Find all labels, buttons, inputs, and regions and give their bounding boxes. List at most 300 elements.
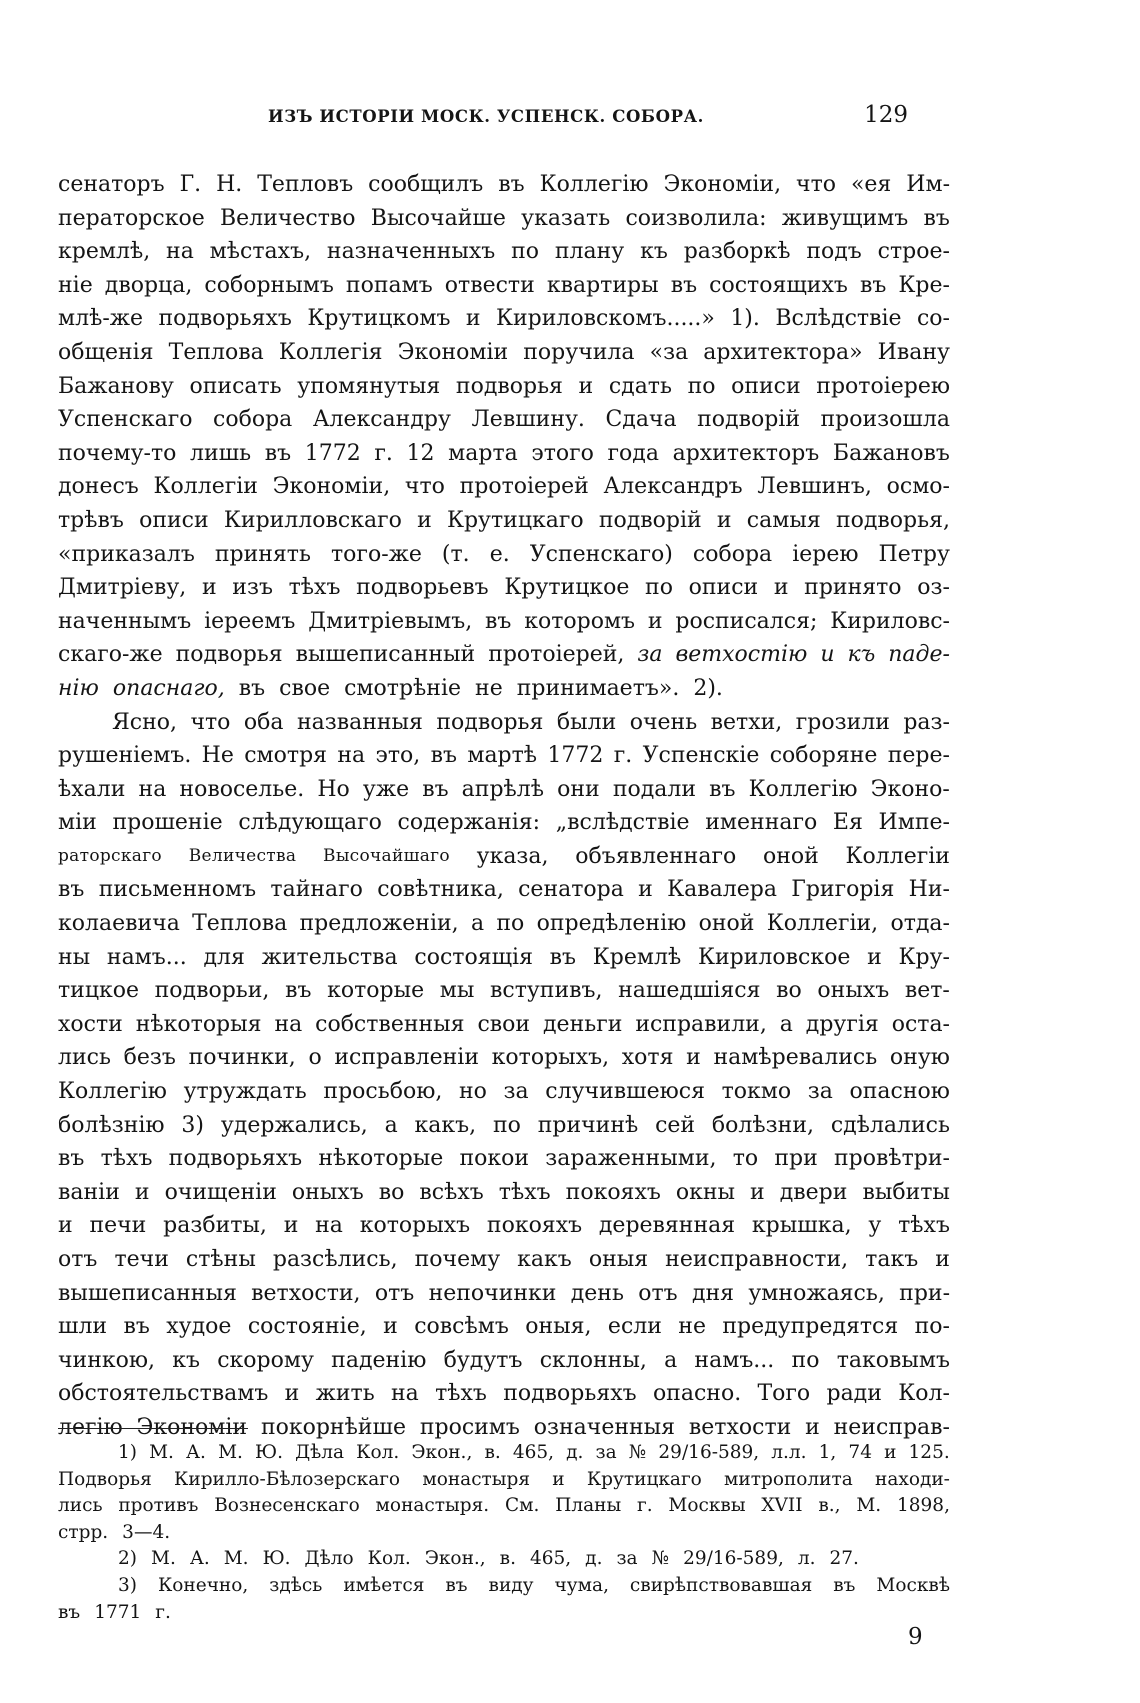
body-word: Экономіи, <box>663 172 782 197</box>
body-word: оныхъ <box>291 1179 364 1205</box>
footnote-word: въ <box>445 1574 468 1596</box>
footnote-word: М. <box>149 1442 174 1463</box>
body-word: подъ <box>806 239 862 265</box>
body-word: и <box>465 306 481 332</box>
body-word: состоящія <box>414 944 533 970</box>
body-word: іереемъ <box>204 608 296 634</box>
body-word: и <box>578 373 594 399</box>
body-word: ветхи, <box>710 709 783 735</box>
footnote-word: 465, <box>512 1442 555 1463</box>
footnote-line <box>58 1573 950 1600</box>
body-line <box>58 504 950 538</box>
body-word: оныхъ <box>817 978 890 1004</box>
body-word: лись <box>58 1045 111 1071</box>
body-word: въ <box>549 944 577 970</box>
body-word: вышеписанный <box>295 642 476 668</box>
body-word: будутъ <box>443 1347 523 1373</box>
body-word: объявленнаго <box>575 843 737 869</box>
footnote-word: № <box>651 1548 670 1570</box>
body-word: худое <box>166 1314 232 1340</box>
body-word: двери <box>779 1179 848 1205</box>
body-word: шли <box>58 1314 108 1340</box>
footnote-line <box>58 1493 950 1520</box>
footnote-word: противъ <box>118 1495 199 1517</box>
body-word: апрѣлѣ <box>461 776 545 802</box>
body-word: Успенскаго <box>58 407 193 433</box>
footnote-word: 465, <box>529 1548 572 1570</box>
body-line <box>58 638 950 672</box>
running-title: ИЗЪ ИСТОРІИ МОСК. УСПЕНСК. СОБОРА. <box>268 107 704 126</box>
body-word: вступивъ, <box>489 978 603 1004</box>
body-word: лишь <box>190 440 252 466</box>
body-line <box>58 470 950 504</box>
main-text <box>58 168 950 1445</box>
body-word: покояхъ <box>486 1213 583 1239</box>
body-word: Крутицкомъ <box>307 306 451 332</box>
footnote-word: 2) <box>118 1548 137 1570</box>
body-word: Кирилловскаго <box>223 507 402 533</box>
body-word: тѣхъ <box>100 1146 153 1172</box>
body-word: разбиты, <box>163 1213 267 1239</box>
body-word: раторскаго <box>58 845 162 866</box>
footnote-word: Планы <box>555 1495 622 1517</box>
footnote-line <box>58 1546 950 1573</box>
body-word: именнаго <box>705 810 818 836</box>
body-word: на <box>274 1011 303 1037</box>
body-word: опасно. <box>652 1381 742 1407</box>
body-line <box>58 1075 950 1109</box>
body-word: Коллегіи <box>845 843 950 869</box>
footnote-word: Кирилло-Бѣлозерскаго <box>174 1468 401 1490</box>
body-word: предупредятся <box>722 1314 899 1340</box>
body-word: назначенныхъ <box>326 239 496 265</box>
body-word: собственныя <box>315 1011 465 1037</box>
body-word: утруждать <box>183 1079 307 1105</box>
footnote-word: Крутицкаго <box>586 1468 702 1490</box>
body-word: совѣтника, <box>377 877 504 903</box>
body-word: Высочайшаго <box>323 845 450 866</box>
body-word: опредѣленію <box>536 911 687 937</box>
body-word: протоіерею <box>816 373 950 399</box>
body-word: деревянная <box>598 1213 736 1239</box>
body-word: а <box>664 1347 678 1373</box>
footnote-word: 1) <box>118 1442 137 1463</box>
body-line <box>58 1176 950 1210</box>
body-word: отъ <box>638 1280 678 1306</box>
body-word: о <box>308 1045 322 1071</box>
body-word: и <box>773 575 789 601</box>
footnotes <box>58 1440 950 1626</box>
footnote-word: находи- <box>875 1468 950 1490</box>
footnote-word: М. <box>223 1548 249 1570</box>
body-word: Но <box>317 776 350 802</box>
body-word: Коллегію <box>58 1079 167 1105</box>
body-word: что <box>190 709 231 735</box>
body-word: марта <box>448 440 518 466</box>
body-word: вышеписанныя <box>58 1280 237 1306</box>
body-word: колаевича <box>58 911 180 937</box>
footnote-word: въ <box>833 1574 856 1596</box>
body-word: и <box>805 1414 820 1440</box>
body-word: ради <box>826 1381 882 1407</box>
body-word: неисправности, <box>665 1247 849 1272</box>
body-word: упомянутыя <box>297 373 441 399</box>
body-word: подали <box>612 776 697 802</box>
body-word: сенаторъ <box>58 172 165 197</box>
body-word: Успенскіе <box>642 743 760 769</box>
body-word: квартиры <box>546 272 659 298</box>
body-word: и <box>686 1045 701 1071</box>
body-word: въ <box>238 675 266 701</box>
body-word: къ <box>847 642 876 668</box>
body-word: Коллегіи, <box>766 911 879 937</box>
body-word: „вслѣдствіе <box>555 810 690 836</box>
body-word: протоіерей <box>459 474 589 500</box>
body-word: со- <box>916 306 950 332</box>
body-word: въ <box>670 272 698 298</box>
body-word: сдѣлались <box>830 1112 950 1138</box>
body-word: подворьи, <box>154 978 270 1004</box>
body-word: и <box>201 575 217 601</box>
body-word: состоящихъ <box>709 272 848 298</box>
body-word: Ни- <box>908 877 950 903</box>
body-word: нѣкоторыя <box>135 1011 262 1037</box>
body-word: слѣдующаго <box>238 810 382 836</box>
body-word: тѣхъ <box>498 1179 551 1205</box>
body-word: плану <box>554 239 625 265</box>
body-word: въ <box>485 608 512 634</box>
footnote-word: имѣется <box>343 1574 425 1596</box>
body-word: и <box>750 1179 765 1205</box>
body-word: умножаясь, <box>748 1280 885 1306</box>
body-word: 1). <box>730 306 760 332</box>
footnote-word: Москвы <box>668 1495 746 1517</box>
body-line <box>58 739 950 773</box>
body-word: трѣвъ <box>58 507 124 533</box>
body-line <box>58 672 950 706</box>
body-word: Петру <box>878 541 950 567</box>
body-line <box>58 706 950 740</box>
footnote-word: здѣсь <box>269 1574 323 1596</box>
body-word: жительства <box>261 944 398 970</box>
body-word: изъ <box>232 575 273 601</box>
body-word: подворій <box>697 407 800 433</box>
body-word: за <box>637 642 663 668</box>
footnote-word: Экон., <box>411 1442 473 1463</box>
body-word: «ея <box>850 172 892 197</box>
body-word: удержались, <box>220 1112 368 1138</box>
body-word: оную <box>889 1045 950 1071</box>
body-word: Кавалера <box>667 877 777 903</box>
footnote-word: 29/16-589, <box>683 1548 784 1570</box>
footnote-word: Дѣло <box>304 1548 354 1570</box>
body-word: г. <box>374 440 393 466</box>
body-word: грозили <box>795 709 890 735</box>
body-word: іерею <box>792 541 859 567</box>
body-word: намѣревались <box>713 1045 878 1071</box>
body-word: отъ <box>58 1247 98 1272</box>
body-line <box>58 941 950 975</box>
body-word: деньги <box>543 1011 623 1037</box>
body-word: ветхостію <box>675 642 808 668</box>
body-word: на <box>390 1381 419 1407</box>
body-word: для <box>203 944 245 970</box>
body-word: таковымъ <box>836 1347 950 1373</box>
body-word: ператорское <box>58 205 205 231</box>
footnote-word: М. <box>151 1548 176 1570</box>
body-word: въ <box>709 776 736 802</box>
body-line <box>58 1209 950 1243</box>
body-word: и <box>417 507 432 533</box>
body-word: смотрѣніе <box>344 675 462 701</box>
body-word: чинкою, <box>58 1347 156 1373</box>
body-word: въ <box>285 978 312 1004</box>
body-word: Бажановъ <box>832 440 950 466</box>
body-word: на <box>138 776 167 802</box>
footnote-word: 3) <box>118 1574 137 1596</box>
body-word: и <box>935 1247 950 1272</box>
body-word: живущимъ <box>781 205 909 231</box>
body-word: за <box>503 1079 529 1105</box>
body-word: Не <box>201 743 234 769</box>
body-word: «приказалъ <box>58 541 195 567</box>
body-word: въ <box>422 776 449 802</box>
body-word: Н. <box>216 172 243 197</box>
body-word: тицкое <box>58 978 139 1004</box>
body-word: легію <box>58 1414 123 1440</box>
body-word: отда- <box>890 911 950 937</box>
body-word: содержанія: <box>397 810 541 836</box>
body-line <box>58 269 950 303</box>
body-word: печи <box>89 1213 147 1239</box>
body-word: очень <box>629 709 698 735</box>
body-word: сенатора <box>518 877 624 903</box>
body-word: Коллегія <box>278 339 383 365</box>
body-line <box>58 403 950 437</box>
body-word: млѣ-же <box>58 306 144 332</box>
body-word: дворца, <box>104 272 193 298</box>
body-word: разсѣлись, <box>272 1247 398 1272</box>
footnote-word: Конечно, <box>157 1574 249 1596</box>
footnote-word: Кол. <box>356 1442 400 1463</box>
body-word: самыя <box>746 507 821 533</box>
body-word: въ <box>430 743 457 769</box>
body-word: указать <box>521 205 611 231</box>
footnote-word: лись <box>58 1495 103 1517</box>
body-word: что <box>796 172 836 197</box>
body-line <box>58 1142 950 1176</box>
footnote-word: 1898, <box>896 1495 950 1517</box>
body-word: выбиты <box>862 1179 950 1205</box>
body-word: починки, <box>188 1045 296 1071</box>
body-word: наченнымъ <box>58 608 192 634</box>
body-word: случившеюся <box>545 1079 705 1105</box>
body-line <box>58 907 950 941</box>
body-word: опаснаго, <box>112 675 225 701</box>
body-word: предложеніи, <box>299 911 459 937</box>
body-word: донесъ <box>58 474 139 500</box>
body-word: Тепловъ <box>257 172 354 197</box>
running-header <box>268 102 908 128</box>
body-line <box>58 974 950 1008</box>
body-line <box>58 302 950 336</box>
body-word: причинѣ <box>537 1112 639 1138</box>
body-word: письменномъ <box>98 877 257 903</box>
body-word: Кру- <box>898 944 950 970</box>
body-word: описи <box>688 575 759 601</box>
body-word: мартѣ <box>467 743 538 769</box>
body-word: Ясно, <box>112 709 177 735</box>
body-word: протоіерей, <box>488 642 625 668</box>
body-word: провѣтри- <box>833 1146 950 1172</box>
body-word: Левшинъ, <box>757 474 872 500</box>
body-word: исправили, <box>635 1011 767 1037</box>
body-line <box>58 773 950 807</box>
body-word: новоселье. <box>179 776 305 802</box>
body-word: къ <box>172 1347 200 1373</box>
body-word: сообщилъ <box>368 172 484 197</box>
footnote-word: и <box>884 1442 897 1463</box>
footnote-word: г. <box>637 1495 653 1517</box>
footnote-word: в., <box>818 1495 841 1517</box>
body-word: то <box>732 1146 759 1172</box>
footnote-word: д. <box>585 1548 603 1570</box>
footnote-word: стрр. <box>58 1521 109 1543</box>
body-word: Вслѣдствіе <box>775 306 902 332</box>
body-line <box>58 202 950 236</box>
body-word: собора <box>692 541 773 567</box>
body-word: паде- <box>888 642 950 668</box>
body-word: не <box>475 675 503 701</box>
body-word: Экономіи, <box>272 474 391 500</box>
body-word: собора <box>213 407 293 433</box>
footnote-word: в. <box>499 1548 516 1570</box>
body-word: совсѣмъ <box>414 1314 509 1340</box>
body-word: раз- <box>903 709 950 735</box>
body-word: 1772 <box>304 440 361 466</box>
body-word: стѣны <box>185 1247 256 1272</box>
body-word: ны <box>58 944 91 970</box>
body-word: Ивану <box>877 339 950 365</box>
body-word: е. <box>489 541 510 567</box>
body-word: свое <box>279 675 331 701</box>
body-word: Дмитріевымъ, <box>308 608 473 634</box>
body-word: и <box>638 877 653 903</box>
body-word: Теплова <box>168 339 264 365</box>
body-word: не <box>678 1314 706 1340</box>
body-word: и <box>867 944 882 970</box>
body-word: архитекторъ <box>672 440 820 466</box>
body-word: пере- <box>887 743 950 769</box>
body-word: по- <box>914 1314 950 1340</box>
body-word: названныя <box>296 709 423 735</box>
body-word: мѣстахъ, <box>209 239 312 265</box>
body-line <box>58 1377 950 1411</box>
body-word: соборяне <box>769 743 878 769</box>
body-word: отвести <box>444 272 535 298</box>
footnote-word: за <box>595 1442 617 1463</box>
body-word: по <box>511 239 540 265</box>
body-word: подворья, <box>835 507 950 533</box>
body-word: Г. <box>179 172 202 197</box>
body-word: означенныя <box>533 1414 676 1440</box>
body-word: такъ <box>865 1247 919 1272</box>
body-line <box>58 806 950 840</box>
body-word: всѣхъ <box>419 1179 484 1205</box>
body-word: въ <box>123 1314 150 1340</box>
body-word: по <box>645 575 673 601</box>
body-word: это, <box>375 743 421 769</box>
body-word: нѣкоторые <box>318 1146 444 1172</box>
body-word: и <box>283 1213 299 1239</box>
body-word: разборкѣ <box>683 239 791 265</box>
body-line <box>58 168 950 202</box>
footnote-word: 1771 <box>94 1601 142 1623</box>
footnote-word: М. <box>218 1442 243 1463</box>
body-word: подворья <box>455 373 563 399</box>
body-word: подворій <box>598 507 702 533</box>
body-word: исправленіи <box>334 1045 479 1071</box>
body-word: Им- <box>906 172 950 197</box>
body-word: а <box>384 1112 398 1138</box>
body-word: ѣхали <box>58 776 126 802</box>
body-word: Величество <box>220 205 356 231</box>
body-word: подворья <box>175 642 283 668</box>
body-word: «за <box>649 339 689 365</box>
body-word: и <box>820 642 835 668</box>
body-word: крышка, <box>751 1213 852 1239</box>
body-word: Кре- <box>898 272 950 298</box>
body-word: рушеніемъ. <box>58 743 192 769</box>
body-word: покои <box>459 1146 530 1172</box>
body-word: описать <box>189 373 282 399</box>
signature-mark: 9 <box>908 1624 923 1650</box>
body-word: росписался; <box>675 608 818 634</box>
body-word: скаго-же <box>58 642 163 668</box>
body-word: сей <box>655 1112 696 1138</box>
body-word: и <box>716 507 732 533</box>
body-line <box>58 1277 950 1311</box>
body-word: г. <box>613 743 633 769</box>
body-word: Импе- <box>878 810 950 836</box>
body-word: по <box>791 1347 820 1373</box>
body-word: Кремлѣ <box>592 944 682 970</box>
body-word: скорому <box>217 1347 314 1373</box>
body-word: смотря <box>244 743 328 769</box>
body-word: въ <box>264 440 292 466</box>
footnote-word: Москвѣ <box>876 1574 950 1596</box>
body-word: которыхъ <box>359 1213 471 1239</box>
body-word: ветхости, <box>251 1280 361 1306</box>
body-word: Крутицкое <box>504 575 630 601</box>
body-word: которыхъ, <box>491 1045 610 1071</box>
body-word: во <box>776 978 802 1004</box>
body-word: Эконо- <box>870 776 950 802</box>
body-word: указа, <box>476 843 549 869</box>
footnote-word: XVII <box>761 1495 803 1517</box>
body-word: оба <box>243 709 284 735</box>
body-word: подворьяхъ <box>168 1146 303 1172</box>
body-word: соизволила: <box>625 205 767 231</box>
footnote-word: Ю. <box>255 1442 283 1463</box>
footnote-word: свирѣпствовавшая <box>629 1574 813 1596</box>
body-word: въ <box>859 272 887 298</box>
body-word: жить <box>315 1381 375 1407</box>
body-word: какъ <box>517 1247 572 1272</box>
body-word: года <box>607 440 659 466</box>
footnote-word: монастыря. <box>375 1495 490 1517</box>
footnote-line <box>58 1440 950 1467</box>
